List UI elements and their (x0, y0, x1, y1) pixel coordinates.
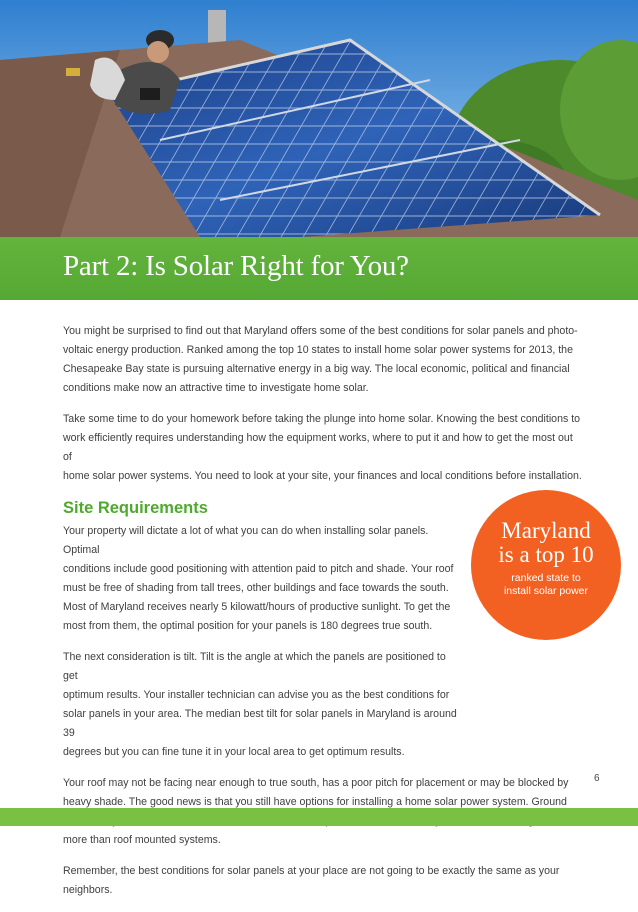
hero-photo (0, 0, 638, 237)
homework-line: home solar power systems. You need to look at your site, your finances and local conditions before installation. (63, 470, 582, 482)
callout-line-install: install solar power (503, 585, 589, 597)
property-line: Most of Maryland receives nearly 5 kilowatt/hours of productive sunlight. To get the (63, 601, 451, 613)
footer-band (0, 808, 638, 826)
page-number: 6 (594, 773, 600, 784)
intro-line: Chesapeake Bay state is pursuing alternative energy in a big way. The local economic, political and financial (63, 363, 570, 375)
property-line: most from them, the optimal position for your panels is 180 degrees true south. (63, 620, 433, 632)
section-heading-site-requirements: Site Requirements (63, 499, 208, 517)
property-paragraph (63, 522, 463, 636)
callout-line-maryland: Maryland (501, 518, 591, 543)
intro-paragraph (63, 322, 583, 398)
remember-paragraph: Remember, the best conditions for solar panels at your place are not going to be exactly the same as your neighbors. (63, 865, 560, 896)
intro-line: conditions make now an attractive time to investigate home solar. (63, 382, 369, 394)
roof-line: more than roof mounted systems. (63, 834, 221, 846)
homework-line: work efficiently requires understanding how the equipment works, where to put it and how to get the most out of (63, 432, 573, 463)
tilt-line: solar panels in your area. The median best tilt for solar panels in Maryland is around 39 (63, 708, 457, 739)
homework-paragraph (63, 410, 583, 486)
property-line: must be free of shading from tall trees, other buildings and face towards the south. (63, 582, 449, 594)
property-line: conditions include good positioning with attention paid to pitch and shade. Your roof (63, 563, 454, 575)
tilt-line: optimum results. Your installer technician can advise you as the best conditions for (63, 689, 450, 701)
tilt-paragraph (63, 648, 463, 762)
roof-line: heavy shade. The good news is that you still have options for installing a home solar power system. Ground (63, 796, 567, 808)
homework-line: Take some time to do your homework before taking the plunge into home solar. Knowing the best conditions to (63, 413, 581, 425)
callout-line-top10: is a top 10 (498, 542, 594, 567)
callout-line-ranked: ranked state to (511, 572, 581, 584)
property-line: Your property will dictate a lot of what you can do when installing solar panels. Optimal (63, 525, 429, 556)
roof-line: Your roof may not be facing near enough to true south, has a poor pitch for placement or may be blocked by (63, 777, 569, 789)
tilt-line: The next consideration is tilt. Tilt is the angle at which the panels are positioned to get (63, 651, 446, 682)
page-title: Part 2: Is Solar Right for You? (63, 250, 409, 282)
title-band (0, 237, 638, 300)
maryland-callout (471, 490, 621, 640)
intro-line: You might be surprised to find out that Maryland offers some of the best conditions for solar panels and photo- (63, 325, 578, 337)
tilt-line: degrees but you can fine tune it in your local area to get optimum results. (63, 746, 405, 758)
intro-line: voltaic energy production. Ranked among the top 10 states to install home solar power systems for 2013, the (63, 344, 573, 356)
